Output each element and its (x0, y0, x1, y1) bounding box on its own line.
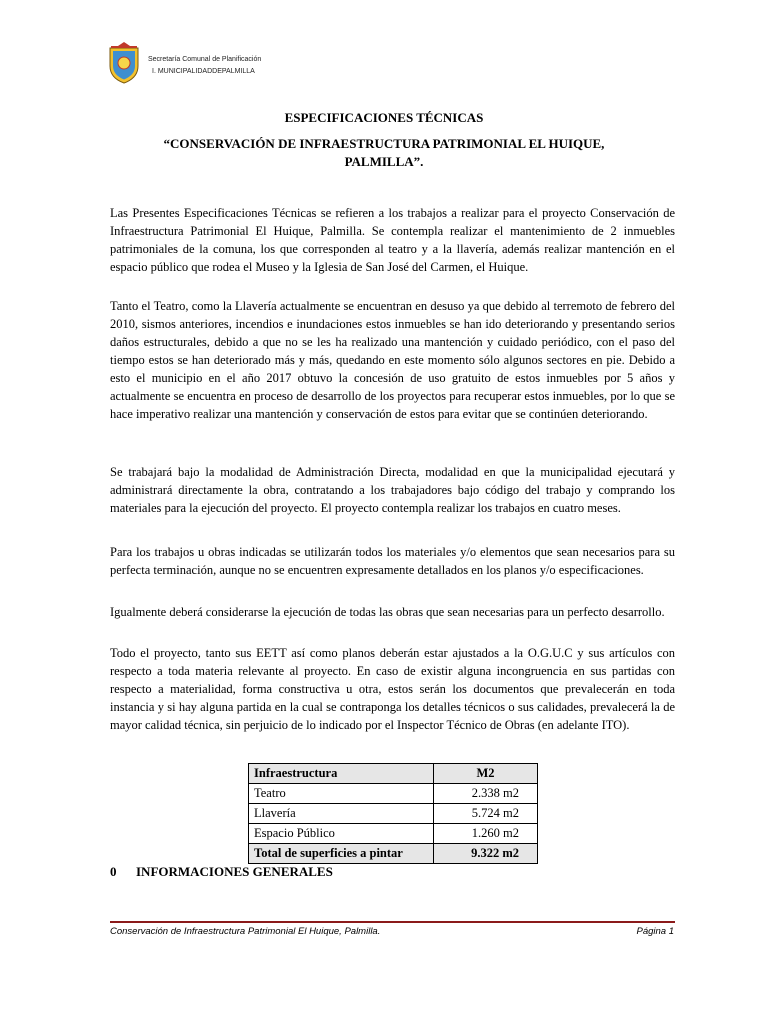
table-total-row (249, 844, 538, 864)
project-title-line2: PALMILLA”. (344, 154, 424, 169)
surface-table (248, 763, 538, 864)
table-header-cell: M2 (434, 764, 538, 784)
table-row (249, 804, 538, 824)
paragraph-intro: Las Presentes Especificaciones Técnicas se refieren a los trabajos a realizar para el proyecto Conservación de Infraestructura Patrimonial El Huique, Palmilla. Se contempla realizar el mantenimiento de 2 inmuebles patrimoniales de la comuna, los que corresponden al teatro y a la llavería, además realizar mantención en el espacio público que rodea el Museo y la Iglesia de San José del Carmen, el Huique. (110, 206, 675, 274)
section-heading (110, 864, 333, 880)
paragraph-regulations: Todo el proyecto, tanto sus EETT así como planos deberán estar ajustados a la O.G.U.C y sus artículos con respecto a toda materia relevante al proyecto. En caso de existir alguna incongruencia en sus partidas con respecto a materialidad, forma constructiva u otra, estos serán los documentos que prevalecerán en toda instancia y si hay alguna partida en la cual se contraponga los detalles técnicos o sus calidades, prevalecerá la de mayor calidad técnica, sin perjuicio de lo indicado por el Inspector Técnico de Obras (en adelante ITO). (110, 646, 675, 732)
paragraph-works: Igualmente deberá considerarse la ejecución de todas las obras que sean necesarias para un perfecto desarrollo. (110, 605, 665, 619)
section-number: 0 (110, 864, 117, 879)
table-cell: Llavería (249, 804, 434, 824)
footer-page-number: Página 1 (636, 926, 674, 937)
table-header-cell: Infraestructura (249, 764, 434, 784)
table-header-row (249, 764, 538, 784)
document-title: ESPECIFICACIONES TÉCNICAS (284, 110, 484, 125)
table-total-label: Total de superficies a pintar (249, 844, 434, 864)
table-cell: Teatro (249, 784, 434, 804)
table-row (249, 784, 538, 804)
footer-project-name: Conservación de Infraestructura Patrimonial El Huique, Palmilla. (110, 926, 381, 937)
paragraph-modality: Se trabajará bajo la modalidad de Administración Directa, modalidad en que la municipalidad ejecutará y administrará directamente la obra, contratando a los trabajadores bajo código del trabajo y comprando los materiales para la ejecución del proyecto. El proyecto contempla realizar los trabajos en cuatro meses. (110, 465, 675, 515)
paragraph-materials: Para los trabajos u obras indicadas se utilizarán todos los materiales y/o elementos que sean necesarios para su perfecta terminación, aunque no se encuentren expresamente detallados en los planos y/o especificaciones. (110, 545, 675, 577)
project-title-line1: “CONSERVACIÓN DE INFRAESTRUCTURA PATRIMONIAL EL HUIQUE, (163, 136, 605, 151)
table-row (249, 824, 538, 844)
paragraph-background: Tanto el Teatro, como la Llavería actualmente se encuentran en desuso ya que debido al terremoto de febrero del 2010, sismos anteriores, incendios e inundaciones estos inmuebles se han ido deteriorando y presentando serios daños estructurales, debido a que no se les ha realizado una mantención y cuidado periódico, con el paso del tiempo estos se han deteriorado más y más, quedando en este momento sólo algunos sectores en pie. Debido a esto el municipio en el año 2017 obtuvo la concesión de uso gratuito de estos inmuebles por 5 años y actualmente se encuentra en proceso de desarrollo de los proyectos para recuperar estos inmuebles, por lo que se hace imperativo realizar una mantención y conservación de estos para evitar que se continúen deteriorando. (110, 299, 675, 421)
table-cell: 1.260 m2 (434, 824, 538, 844)
table-cell: 5.724 m2 (434, 804, 538, 824)
header-department: Secretaría Comunal de Planificación (148, 56, 262, 63)
table-cell: 2.338 m2 (434, 784, 538, 804)
footer-divider (110, 921, 675, 923)
header-municipality: I. MUNICIPALIDADDEPALMILLA (152, 68, 255, 75)
municipal-crest-logo (108, 42, 140, 84)
table-total-value: 9.322 m2 (434, 844, 538, 864)
table-cell: Espacio Público (249, 824, 434, 844)
section-title: INFORMACIONES GENERALES (136, 864, 333, 879)
